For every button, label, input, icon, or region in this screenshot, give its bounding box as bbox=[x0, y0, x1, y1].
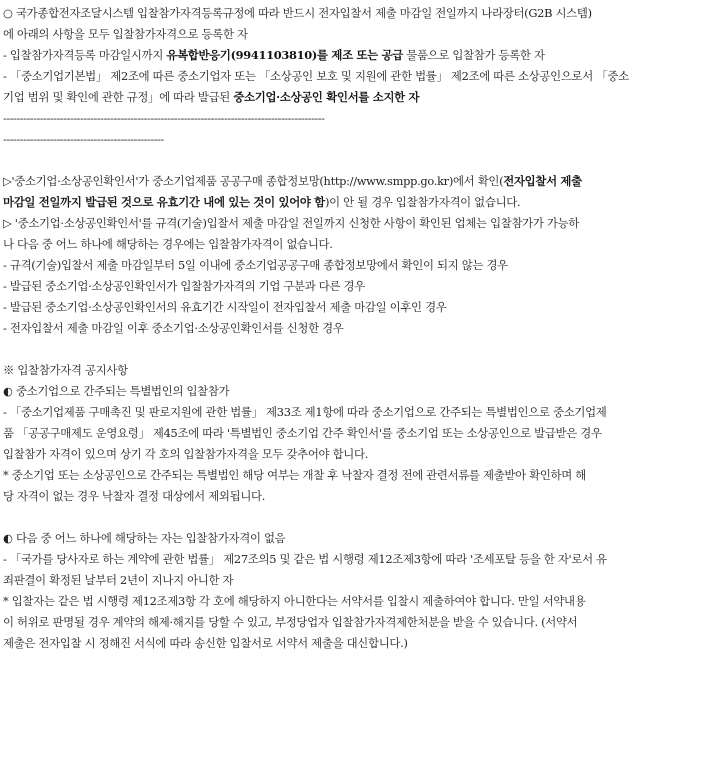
requirement-item-sme-line1: - 「중소기업기본법」 제2조에 따른 중소기업자 또는 「소상공인 보호 및 지원에 관한 법률」 제2조에 따른 소상공인으로서 「중소 bbox=[3, 69, 629, 83]
item2-certificate: 중소기업·소상공인 확인서를 소지한 자 bbox=[233, 90, 420, 104]
divider-line2: ------------------------------------------------ bbox=[3, 132, 164, 146]
item1-product-code: 유복합반응기(9941103810)를 제조 또는 공급 bbox=[166, 48, 403, 62]
disqualify-condition-4: - 전자입찰서 제출 마감일 이후 중소기업·소상공인확인서를 신청한 경우 bbox=[3, 321, 344, 335]
item2-prefix: 기업 범위 및 확인에 관한 규정」에 따라 발급된 bbox=[3, 90, 234, 104]
requirement-item-sme-line2 bbox=[3, 87, 715, 108]
special-corp-line2: 품 「공공구매제도 운영요령」 제45조에 따라 '특별법인 중소기업 간주 확인서'를 중소기업 또는 소상공인으로 발급받은 경우 bbox=[3, 426, 602, 440]
requirement-intro-line1: ○ 국가종합전자조달시스템 입찰참가자격등록규정에 따라 반드시 전자입찰서 제출 마감일 전일까지 나라장터(G2B 시스템) bbox=[3, 6, 592, 20]
notes-heading: ※ 입찰참가자격 공지사항 bbox=[3, 363, 128, 377]
special-corp-line5: 당 자격이 없는 경우 낙찰자 결정 대상에서 제외됩니다. bbox=[3, 489, 266, 503]
certificate-line1-text: ▷'중소기업·소상공인확인서'가 중소기업제품 공공구매 종합정보망(http://www.smpp.go.kr)에서 확인( bbox=[3, 174, 504, 188]
certificate-line4: 나 다음 중 어느 하나에 해당하는 경우에는 입찰참가자격이 없습니다. bbox=[3, 237, 333, 251]
special-corp-line1: - 「중소기업제품 구매촉진 및 판로지원에 관한 법률」 제33조 제1항에 따라 중소기업으로 간주되는 특별법인으로 중소기업제 bbox=[3, 405, 607, 419]
item1-suffix: 물품으로 입찰참가 등록한 자 bbox=[402, 48, 545, 62]
item1-prefix: - 입찰참가자격등록 마감일시까지 bbox=[3, 48, 167, 62]
special-corp-heading: ◐ 중소기업으로 간주되는 특별법인의 입찰참가 bbox=[3, 384, 230, 398]
exclusion-line4: 이 허위로 판명될 경우 계약의 해제·해지를 당할 수 있고, 부정당업자 입찰참가자격제한처분을 받을 수 있습니다. (서약서 bbox=[3, 615, 578, 629]
certificate-line3: ▷ '중소기업·소상공인확인서'를 규격(기술)입찰서 제출 마감일 전일까지 신청한 사항이 확인된 업체는 입찰참가가 가능하 bbox=[3, 216, 580, 230]
disqualify-condition-3: - 발급된 중소기업·소상공인확인서의 유효기간 시작일이 전자입찰서 제출 마감일 이후인 경우 bbox=[3, 300, 447, 314]
requirement-intro-line2: 에 아래의 사항을 모두 입찰참가자격으로 등록한 자 bbox=[3, 27, 248, 41]
disqualify-condition-1: - 규격(기술)입찰서 제출 마감일부터 5일 이내에 중소기업공공구매 종합정보망에서 확인이 되지 않는 경우 bbox=[3, 258, 508, 272]
requirement-item-product bbox=[3, 45, 715, 66]
certificate-line2 bbox=[3, 192, 715, 213]
certificate-line2-text: )이 안 될 경우 입찰참가자격이 없습니다. bbox=[324, 195, 521, 209]
certificate-line2-bold: 마감일 전일까지 발급된 것으로 유효기간 내에 있는 것이 있어야 함 bbox=[3, 195, 325, 209]
disqualify-condition-2: - 발급된 중소기업·소상공인확인서가 입찰참가자격의 기업 구분과 다른 경우 bbox=[3, 279, 365, 293]
exclusion-heading: ◐ 다음 중 어느 하나에 해당하는 자는 입찰참가자격이 없음 bbox=[3, 531, 286, 545]
special-corp-line4: * 중소기업 또는 소상공인으로 간주되는 특별법인 해당 여부는 개찰 후 낙찰자 결정 전에 관련서류를 제출받아 확인하며 해 bbox=[3, 468, 586, 482]
exclusion-line5: 제출은 전자입찰 시 정해진 서식에 따라 송신한 입찰서로 서약서 제출을 대신합니다.) bbox=[3, 636, 408, 650]
exclusion-line2: 죄판결이 확정된 날부터 2년이 지나지 아니한 자 bbox=[3, 573, 234, 587]
divider-line1: ------------------------------------------------------------------------------------------------ bbox=[3, 111, 325, 125]
certificate-line1-bold: 전자입찰서 제출 bbox=[503, 174, 582, 188]
special-corp-line3: 입찰참가 자격이 있으며 상기 각 호의 입찰참가자격을 모두 갖추어야 합니다. bbox=[3, 447, 369, 461]
exclusion-line3: * 입찰자는 같은 법 시행령 제12조제3항 각 호에 해당하지 아니한다는 서약서를 입찰시 제출하여야 합니다. 만일 서약내용 bbox=[3, 594, 586, 608]
exclusion-line1: - 「국가를 당사자로 하는 계약에 관한 법률」 제27조의5 및 같은 법 시행령 제12조제3항에 따라 '조세포탈 등을 한 자'로서 유 bbox=[3, 552, 607, 566]
certificate-line1 bbox=[3, 171, 715, 192]
